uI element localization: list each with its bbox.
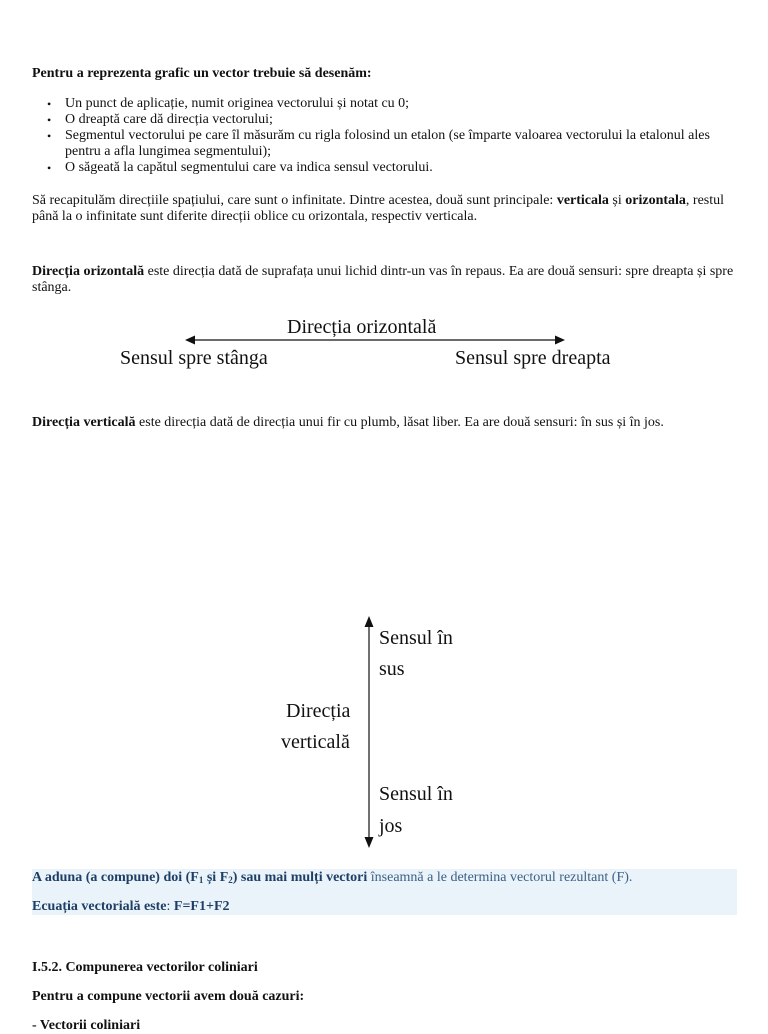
addition-definition: A aduna (a compune) doi ($F_1$ și $F_2$) sau mai mulți vectori înseamnă a le determina vectorul rezultant (F). [32, 870, 633, 885]
vertical-diagram [0, 612, 768, 848]
list-item: • Segmentul vectorului pe care îl măsurăm cu rigla folosind un etalon (se împarte valoarea vectorului la etalonul ales pentru a afla lungimea segmentului); [32, 128, 722, 160]
up-sense-label-line1: Sensul în [379, 627, 453, 649]
directions-paragraph: Să recapitulăm direcțiile spațiului, care sunt o infinitate. Dintre acestea, două sunt principale: verticala și orizontala, restul până la o infinitate sunt diferite direcții oblice cu orizontala, respectiv verticala. [32, 193, 725, 224]
vertical-paragraph: Direcția verticală este direcția dată de direcția unui fir cu plumb, lăsat liber. Ea are două sensuri: în sus și în jos. [32, 415, 664, 430]
list-item: • O săgeată la capătul segmentului care va indica sensul vectorului. [32, 160, 722, 176]
section-subtitle: Pentru a compune vectorii avem două cazuri: [32, 989, 305, 1004]
vector-equation: Ecuația vectorială este: F=F1+F2 [32, 899, 230, 914]
horizontal-word: orizontala [625, 193, 686, 208]
intro-heading: Pentru a reprezenta grafic un vector trebuie să desenăm: [32, 66, 372, 81]
vertical-arrow [362, 616, 376, 848]
requirements-list [32, 96, 722, 176]
list-item: • Un punct de aplicație, numit originea vectorului și notat cu 0; [32, 96, 722, 112]
cut-off-item: - Vectorii coliniari [32, 1018, 141, 1033]
horizontal-diagram-title: Direcția orizontală [287, 316, 437, 338]
left-sense-label: Sensul spre stânga [120, 347, 268, 369]
down-sense-label-line2: jos [379, 815, 403, 837]
vertical-direction-label-line1: Direcția [286, 700, 351, 722]
vertical-direction-label-line2: verticală [281, 731, 350, 753]
section-title: I.5.2. Compunerea vectorilor coliniari [32, 960, 258, 975]
up-sense-label-line2: sus [379, 658, 405, 680]
list-item: • O dreaptă care dă direcția vectorului; [32, 112, 722, 128]
right-sense-label: Sensul spre dreapta [455, 347, 611, 369]
horizontal-paragraph: Direcția orizontală este direcția dată de suprafața unui lichid dintr-un vas în repaus. Ea are două sensuri: spre dreapta și spre stânga. [32, 264, 734, 295]
vertical-term: Direcția verticală [32, 415, 136, 430]
down-sense-label-line1: Sensul în [379, 783, 453, 805]
horizontal-term: Direcția orizontală [32, 264, 145, 279]
horizontal-diagram [0, 312, 768, 374]
equation-value: F=F1+F2 [173, 899, 230, 914]
vertical-word: verticala [556, 193, 609, 208]
